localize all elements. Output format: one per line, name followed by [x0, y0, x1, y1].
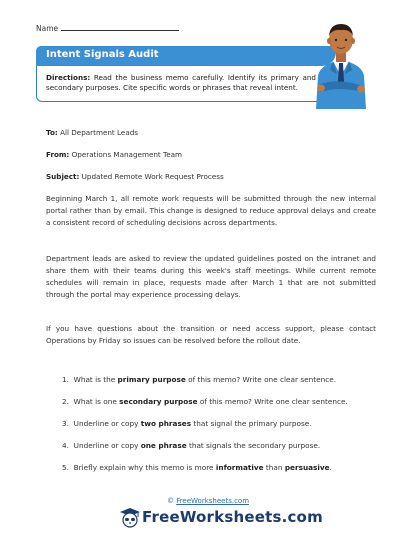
memo-from-value: Operations Management Team — [71, 150, 183, 159]
question-text: Underline or copy — [73, 441, 141, 450]
question-item — [62, 419, 312, 428]
name-label: Name — [36, 24, 59, 33]
copyright-symbol: © — [166, 497, 174, 505]
question-text: than — [263, 463, 285, 472]
question-text: What is one — [73, 397, 120, 406]
question-text: that signals the secondary purpose. — [186, 441, 321, 450]
footer-logo[interactable] — [118, 506, 323, 528]
memo-paragraph-1: Beginning March 1, all remote work requests will be submitted through the new internal portal rather than by email. This change is designed to reduce approval delays and create a consistent record of scheduling decisions across departments. — [46, 194, 376, 227]
memo-to-label: To: — [46, 128, 58, 137]
question-text: that signal the primary purpose. — [191, 419, 312, 428]
name-line — [61, 29, 179, 31]
directions — [46, 73, 316, 93]
question-text: What is the — [73, 375, 118, 384]
panda-logo-icon — [118, 506, 142, 528]
memo-subject — [46, 171, 376, 183]
question-text: of this memo? Write one clear sentence. — [197, 397, 348, 406]
question-number: 5. — [62, 463, 69, 472]
question-text: . — [329, 463, 332, 472]
directions-label: Directions: — [46, 73, 91, 82]
memo-to-value: All Department Leads — [60, 128, 139, 137]
question-item — [62, 463, 332, 472]
memo-paragraph-3: If you have questions about the transition or need access support, please contact Operations by Friday so issues can be resolved before the rollout date. — [46, 324, 376, 345]
memo-subject-value: Updated Remote Work Request Process — [81, 172, 224, 181]
question-number: 2. — [62, 397, 69, 406]
logo-text: FreeWorksheets.com — [142, 508, 323, 526]
memo-to — [46, 127, 376, 139]
question-emphasis: informative — [215, 463, 264, 472]
question-emphasis: persuasive — [284, 463, 330, 472]
question-emphasis: primary purpose — [117, 375, 186, 384]
page-title: Intent Signals Audit — [46, 49, 159, 60]
question-number: 1. — [62, 375, 69, 384]
question-emphasis: secondary purpose — [119, 397, 198, 406]
memo-subject-label: Subject: — [46, 172, 80, 181]
memo-from-label: From: — [46, 150, 70, 159]
name-field — [36, 24, 179, 33]
question-text: Briefly explain why this memo is more — [73, 463, 216, 472]
question-item — [62, 397, 348, 406]
question-emphasis: one phrase — [140, 441, 187, 450]
question-number: 3. — [62, 419, 69, 428]
footer-link-row — [0, 497, 416, 505]
question-number: 4. — [62, 441, 69, 450]
question-emphasis: two phrases — [140, 419, 192, 428]
question-item — [62, 441, 320, 450]
memo-paragraph-2: Department leads are asked to review the updated guidelines posted on the intranet and share them with their teams during this week's staff meetings. While current remote schedules will remain in place, requests made after March 1 that are not submitted through the portal may experience processing delays. — [46, 254, 376, 299]
question-text: of this memo? Write one clear sentence. — [185, 375, 337, 384]
question-text: Underline or copy — [73, 419, 141, 428]
directions-text: Read the business memo carefully. Identify its primary and secondary purposes. Cite specific words or phrases that reveal intent. — [46, 73, 316, 92]
businessman-illustration — [306, 14, 376, 109]
footer-link[interactable]: FreeWorksheets.com — [176, 497, 250, 505]
question-item — [62, 375, 336, 384]
memo-from — [46, 149, 376, 161]
